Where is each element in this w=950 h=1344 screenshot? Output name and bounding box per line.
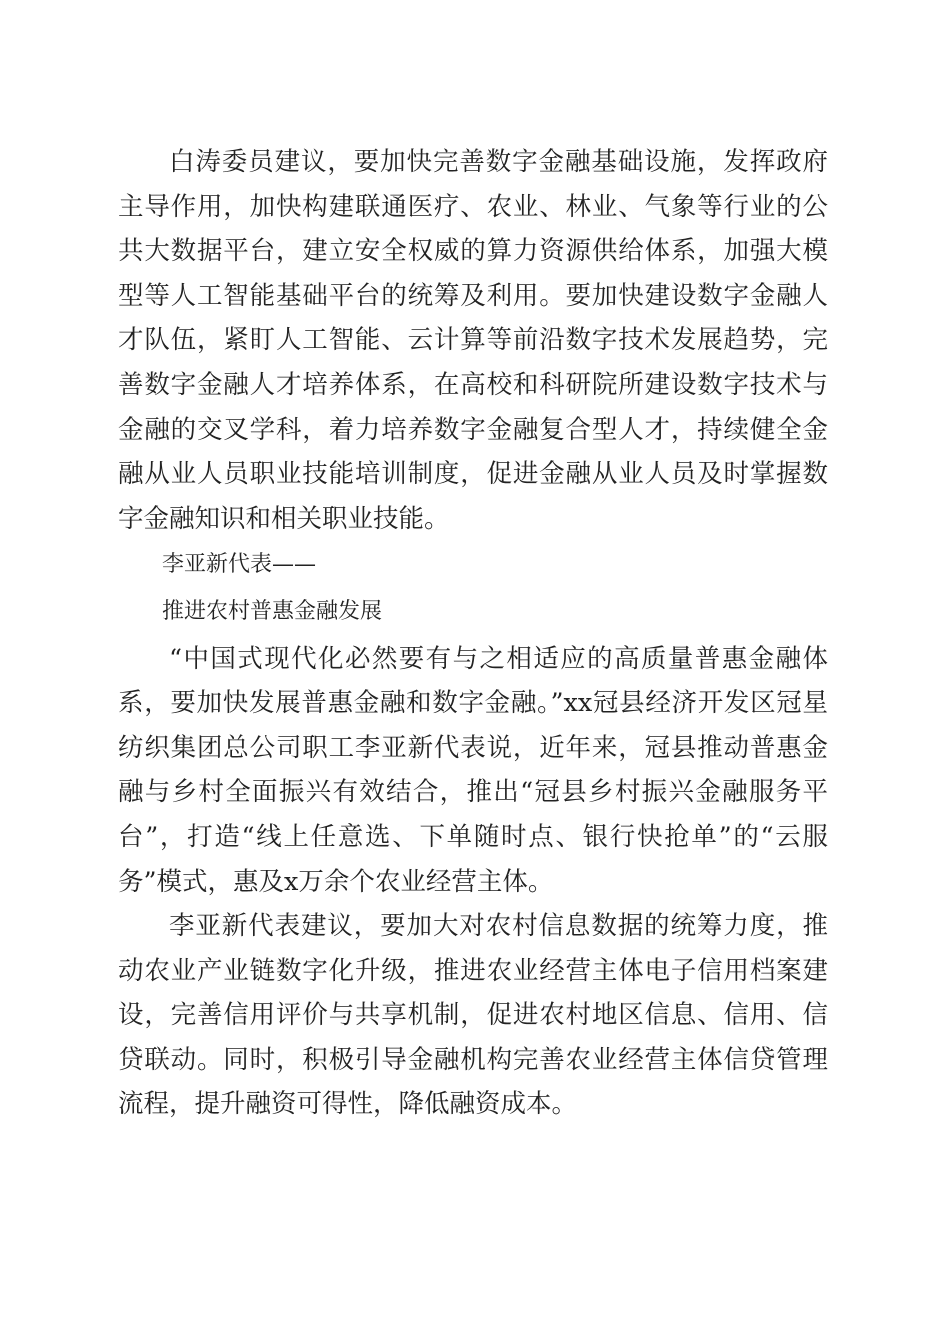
section-title: 推进农村普惠金融发展 bbox=[162, 598, 383, 624]
paragraph-liyaxin-proposal: 李亚新代表建议，要加大对农村信息数据的统筹力度，推动农业产业链数字化升级，推进农业经营主体电子信用档案建设，完善信用评价与共享机制，促进农村地区信息、信用、信贷联动。同时，积极引导金融机构完善农业经营主体信贷管理流程，提升融资可得性，降低融资成本。 bbox=[118, 911, 828, 1120]
paragraph-liyaxin-quote: “中国式现代化必然要有与之相适应的高质量普惠金融体系，要加快发展普惠金融和数字金融。”xx冠县经济开发区冠星纺织集团总公司职工李亚新代表说，近年来，冠县推动普惠金融与乡村全面振兴有效结合，推出“冠县乡村振兴金融服务平台”，打造“线上任意选、下单随时点、银行快抢单”的“云服务”模式，惠及x万余个农业经营主体。 bbox=[118, 643, 828, 897]
section-speaker-label: 李亚新代表—— bbox=[162, 552, 317, 578]
document-body bbox=[118, 140, 828, 1127]
paragraph-baitao-proposal: 白涛委员建议，要加快完善数字金融基础设施，发挥政府主导作用，加快构建联通医疗、农业、林业、气象等行业的公共大数据平台，建立安全权威的算力资源供给体系，加强大模型等人工智能基础平台的统筹及利用。要加快建设数字金融人才队伍，紧盯人工智能、云计算等前沿数字技术发展趋势，完善数字金融人才培养体系，在高校和科研院所建设数字技术与金融的交叉学科，着力培养数字金融复合型人才，持续健全金融从业人员职业技能培训制度，促进金融从业人员及时掌握数字金融知识和相关职业技能。 bbox=[118, 147, 828, 534]
